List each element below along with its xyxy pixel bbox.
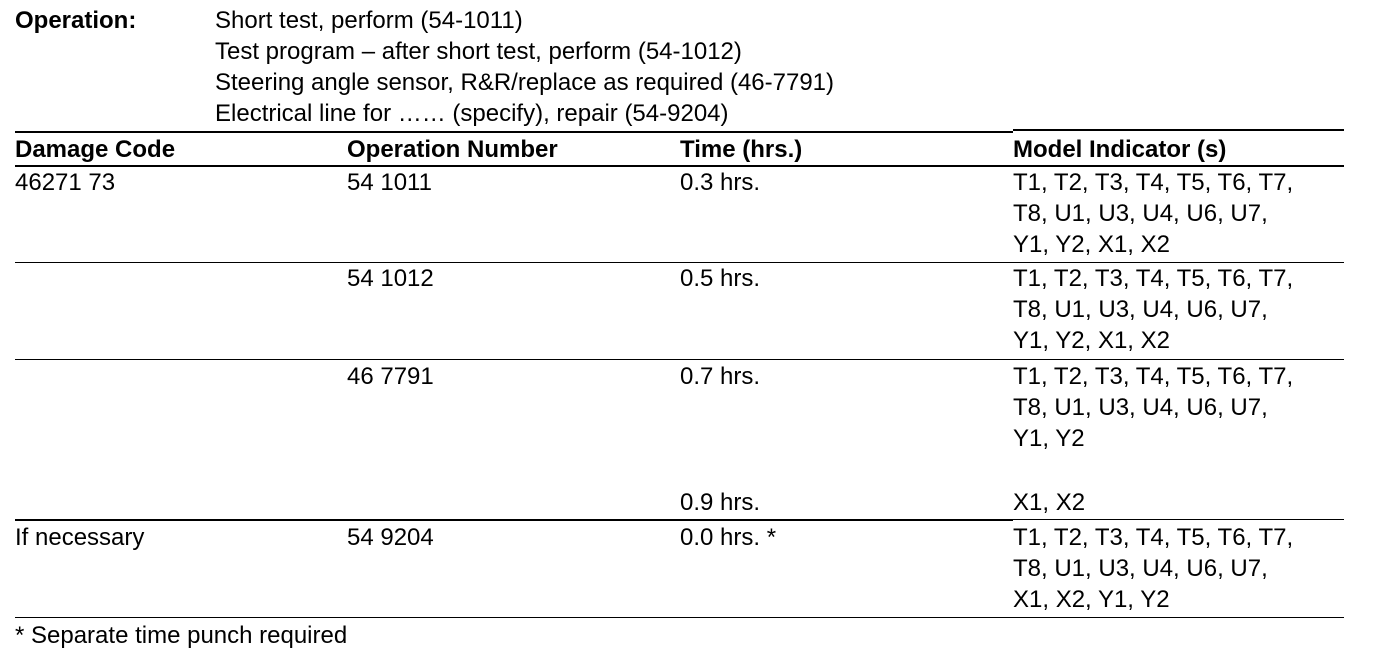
row-divider: [15, 359, 1344, 360]
table-bottom-rule: [15, 617, 1344, 618]
model-line: X1, X2, Y1, Y2: [1013, 586, 1170, 613]
header-operation-number: Operation Number: [347, 136, 558, 163]
row4-operation-number: 54 9204: [347, 524, 434, 551]
operation-line: Steering angle sensor, R&R/replace as required (46-7791): [215, 69, 835, 96]
row4-time: 0.0 hrs. *: [680, 524, 777, 551]
model-line: Y1, Y2, X1, X2: [1013, 327, 1170, 354]
operation-line: Short test, perform (54-1011): [215, 7, 523, 34]
row-divider-right: [1013, 519, 1344, 520]
header-top-rule-left: [15, 131, 1013, 133]
model-line: T1, T2, T3, T4, T5, T6, T7,: [1013, 363, 1294, 390]
footnote: * Separate time punch required: [15, 622, 348, 649]
row1-operation-number: 54 1011: [347, 169, 432, 196]
row2-time: 0.5 hrs.: [680, 265, 761, 292]
header-damage-code: Damage Code: [15, 136, 176, 163]
model-line: T1, T2, T3, T4, T5, T6, T7,: [1013, 265, 1294, 292]
model-line: T8, U1, U3, U4, U6, U7,: [1013, 394, 1268, 421]
row4-models: [1013, 522, 1293, 615]
row1-time: 0.3 hrs.: [680, 169, 761, 196]
operation-line: Test program – after short test, perform (54-1012): [215, 38, 742, 65]
row1-damage-code: 46271 73: [15, 169, 116, 196]
operation-lines: [215, 5, 834, 129]
row3-extra-models: X1, X2: [1013, 489, 1086, 516]
model-line: T1, T2, T3, T4, T5, T6, T7,: [1013, 524, 1294, 551]
model-line: Y1, Y2: [1013, 425, 1085, 452]
model-line: T8, U1, U3, U4, U6, U7,: [1013, 555, 1268, 582]
row-divider-left: [15, 519, 1013, 521]
row2-operation-number: 54 1012: [347, 265, 434, 292]
row1-models: [1013, 167, 1293, 260]
row3-models: [1013, 361, 1293, 454]
model-line: T1, T2, T3, T4, T5, T6, T7,: [1013, 169, 1294, 196]
operation-line: Electrical line for …… (specify), repair (54-9204): [215, 100, 729, 127]
header-model-indicator: Model Indicator (s): [1013, 136, 1227, 163]
row4-damage-code: If necessary: [15, 524, 145, 551]
model-line: Y1, Y2, X1, X2: [1013, 231, 1170, 258]
model-line: T8, U1, U3, U4, U6, U7,: [1013, 200, 1268, 227]
row3-time: 0.7 hrs.: [680, 363, 761, 390]
header-top-rule-right: [1013, 129, 1344, 131]
header-time: Time (hrs.): [680, 136, 803, 163]
row2-models: [1013, 263, 1293, 356]
row3-extra-time: 0.9 hrs.: [680, 489, 761, 516]
operation-label: Operation:: [15, 7, 137, 34]
model-line: T8, U1, U3, U4, U6, U7,: [1013, 296, 1268, 323]
row3-operation-number: 46 7791: [347, 363, 434, 390]
